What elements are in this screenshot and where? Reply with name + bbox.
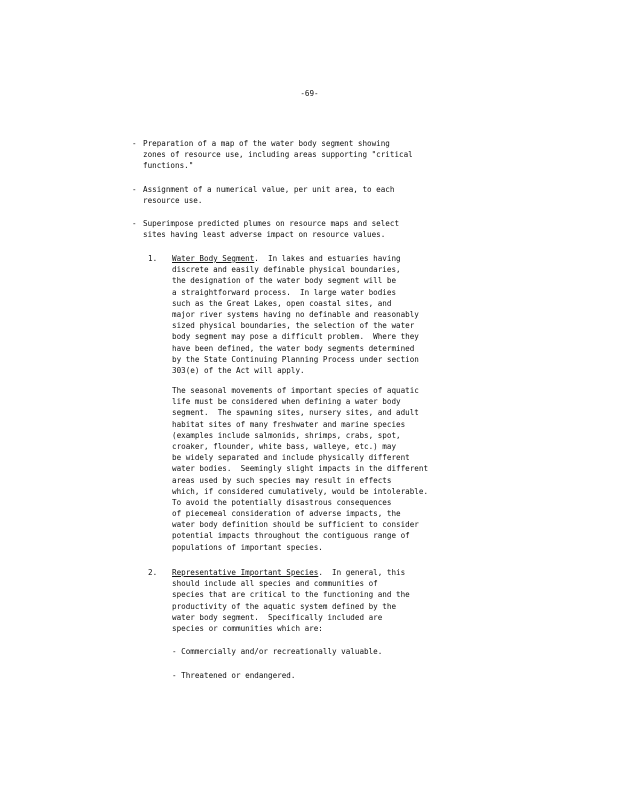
section-1-para2-line: segment. The spawning sites, nursery sites, and adult [172, 408, 419, 418]
section-1-line: the designation of the water body segment will be [172, 276, 397, 286]
section-1-line: body segment may pose a difficult problem. Where they [172, 332, 419, 342]
bullet-1 [143, 138, 413, 172]
bullet-3-line: sites having least adverse impact on resource values. [143, 230, 386, 240]
section-1-para2-line: of piecemeal consideration of adverse impacts, the [172, 509, 401, 519]
section-1-first-line-rest: . In lakes and estuaries having [254, 254, 401, 263]
section-1-para2-line: water bodies. Seemingly slight impacts in the different [172, 464, 429, 474]
section-2-line: species or communities which are: [172, 623, 323, 633]
section-2-first-line [172, 567, 410, 578]
section-1-para2-line: life must be considered when defining a water body [172, 397, 401, 407]
section-1-line: a straightforward process. In large water bodies [172, 287, 397, 297]
bullet-1-marker: - [132, 139, 137, 148]
bullet-1-line: zones of resource use, including areas supporting "critical [143, 150, 413, 160]
section-2-item: - Commercially and/or recreationally valuable. [172, 647, 383, 656]
page-number: -69- [300, 89, 319, 98]
section-1-heading: Water Body Segment [172, 254, 255, 263]
section-1-paragraph-1 [172, 253, 419, 376]
section-2-heading: Representative Important Species [172, 568, 319, 577]
section-1-para2-line: populations of important species. [172, 542, 323, 552]
bullet-2-marker: - [132, 185, 137, 194]
section-1-line: 303(e) of the Act will apply. [172, 365, 305, 375]
bullet-2-line: resource use. [143, 196, 203, 206]
section-1-paragraph-2 [172, 385, 428, 553]
section-2-number: 2. [148, 568, 158, 577]
section-2-line: productivity of the aquatic system defined by the [172, 601, 397, 611]
section-1-para2-line: areas used by such species may result in effects [172, 475, 392, 485]
section-2-line: species that are critical to the functioning and the [172, 590, 410, 600]
section-2-item: - Threatened or endangered. [172, 671, 296, 680]
section-1-line: such as the Great Lakes, open coastal sites, and [172, 298, 392, 308]
bullet-3 [143, 218, 399, 240]
bullet-2-line: Assignment of a numerical value, per unit area, to each [143, 185, 395, 194]
bullet-3-marker: - [132, 219, 137, 228]
section-1-para2-line: water body definition should be sufficient to consider [172, 520, 419, 530]
section-1-para2-line: (examples include salmonids, shrimps, crabs, spot, [172, 430, 401, 440]
section-1-para2-line: The seasonal movements of important species of aquatic [172, 386, 419, 395]
section-1-para2-line: To avoid the potentially disastrous consequences [172, 497, 392, 507]
bullet-3-line: Superimpose predicted plumes on resource maps and select [143, 219, 400, 228]
section-2-line: water body segment. Specifically included are [172, 612, 383, 622]
section-1-para2-line: croaker, flounder, white bass, walleye, etc.) may [172, 441, 397, 451]
section-2-item-1 [172, 646, 382, 657]
bullet-2 [143, 184, 394, 206]
section-1-para2-line: habitat sites of many freshwater and marine species [172, 419, 406, 429]
section-1-line: sized physical boundaries, the selection of the water [172, 321, 415, 331]
section-1-para2-line: be widely separated and include physically different [172, 453, 410, 463]
bullet-1-line: Preparation of a map of the water body segment showing [143, 139, 390, 148]
section-1-number: 1. [148, 254, 158, 263]
bullet-1-line: functions." [143, 161, 194, 171]
section-1-first-line [172, 253, 419, 264]
section-1-line: have been defined, the water body segments determined [172, 343, 415, 353]
section-1-para2-line: potential impacts throughout the contiguous range of [172, 531, 410, 541]
section-2-line: should include all species and communities of [172, 579, 378, 589]
section-2-paragraph [172, 567, 410, 634]
section-2-item-2 [172, 670, 295, 681]
section-1-line: discrete and easily definable physical boundaries, [172, 265, 401, 275]
section-1-line: major river systems having no definable and reasonably [172, 309, 419, 319]
section-2-first-line-rest: . In general, this [318, 568, 406, 577]
section-1-line: by the State Continuing Planning Process under section [172, 354, 419, 364]
section-1-para2-line: which, if considered cumulatively, would be intolerable. [172, 486, 429, 496]
